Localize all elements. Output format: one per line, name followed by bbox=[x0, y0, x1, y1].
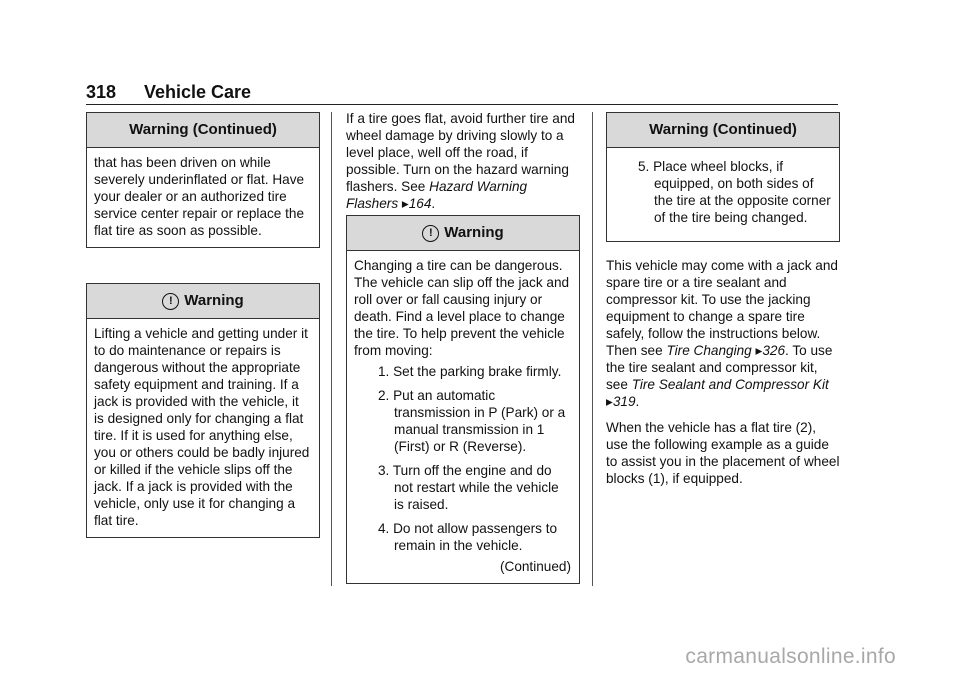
para1-end: . bbox=[635, 394, 640, 409]
column-divider-1 bbox=[331, 112, 332, 586]
hazard-flashers-page[interactable]: 164 bbox=[408, 196, 432, 211]
flat-tire-intro bbox=[346, 110, 582, 221]
continued-label: (Continued) bbox=[499, 559, 571, 574]
tire-change-warning-head bbox=[347, 216, 579, 251]
page-header bbox=[86, 82, 251, 103]
jack-warning-title: Warning bbox=[184, 292, 244, 309]
tire-changing-page[interactable]: 326 bbox=[762, 343, 786, 358]
wheel-blocks-steps bbox=[614, 158, 831, 226]
jack-warning-head bbox=[87, 284, 319, 319]
step-item: 1. Set the parking brake firmly. bbox=[378, 364, 562, 379]
wheel-blocks-text: When the vehicle has a flat tire (2), use the following example as a guide to assist you in the placement of wheel blocks (1), if equipped. bbox=[606, 420, 840, 486]
jack-warning-box bbox=[86, 283, 320, 538]
intro-end: . bbox=[431, 196, 436, 211]
header-rule bbox=[86, 104, 838, 105]
page-reference-arrow-icon: ▸ bbox=[755, 343, 763, 358]
intro-text: If a tire goes flat, avoid further tire and wheel damage by driving slowly to a level place, well off the road, if possible. Turn on the hazard warning flashers. See bbox=[346, 111, 575, 194]
warning-exclamation-icon: ! bbox=[162, 293, 179, 310]
wheel-blocks-warning-title: Warning (Continued) bbox=[607, 113, 839, 148]
tire-change-steps bbox=[354, 363, 571, 554]
tire-change-warning-text: Changing a tire can be dangerous. The vehicle can slip off the jack and roll over or fall causing injury or death. Find a level place to change the tire. To help prevent the vehicle from moving: bbox=[354, 258, 570, 358]
step-item: 5. Place wheel blocks, if equipped, on both sides of the tire at the opposite corner of the tire being changed. bbox=[638, 159, 831, 225]
step-item: 2. Put an automatic transmission in P (Park) or a manual transmission in 1 (First) or R (Reverse). bbox=[378, 388, 566, 454]
page-reference-arrow-icon: ▸ bbox=[606, 394, 613, 409]
tire-sealant-link[interactable]: Tire Sealant and Compressor Kit bbox=[631, 377, 829, 392]
column-divider-2 bbox=[592, 112, 593, 586]
para1-mid: . To use the tire sealant and compressor kit, see bbox=[606, 343, 833, 392]
section-title: Vehicle Care bbox=[144, 82, 252, 102]
jack-warning-text: Lifting a vehicle and getting under it to do maintenance or repairs is dangerous without the appropriate safety equipment and training. If a jack is provided with the vehicle, it is designed only for changing a flat tire. If it is used for anything else, you or others could be badly injured or killed if the vehicle slips off the jack. If a jack is provided with the vehicle, only use it for changing a flat tire. bbox=[94, 326, 310, 528]
warning-continued-title: Warning (Continued) bbox=[87, 113, 319, 148]
tire-change-warning-box bbox=[346, 215, 580, 584]
warning-continued-box bbox=[86, 112, 320, 248]
tire-changing-link[interactable]: Tire Changing bbox=[666, 343, 752, 358]
warning-exclamation-icon: ! bbox=[422, 225, 439, 242]
warning-continued-text: that has been driven on while severely underinflated or flat. Have your dealer or an authorized tire service center repair or replace the flat tire as soon as possible. bbox=[94, 155, 305, 238]
jack-info-text bbox=[606, 257, 840, 496]
step-item: 3. Turn off the engine and do not restart while the vehicle is raised. bbox=[378, 463, 559, 512]
tire-sealant-page[interactable]: 319 bbox=[612, 394, 636, 409]
tire-change-warning-title: Warning bbox=[444, 224, 504, 241]
step-item: 4. Do not allow passengers to remain in the vehicle. bbox=[378, 521, 558, 553]
wheel-blocks-warning-box bbox=[606, 112, 840, 242]
page-number: 318 bbox=[86, 82, 117, 102]
hazard-flashers-link[interactable]: Hazard Warning Flashers bbox=[346, 179, 528, 211]
watermark: carmanualsonline.info bbox=[685, 645, 896, 668]
para1-text: This vehicle may come with a jack and spare tire or a tire sealant and compressor kit. To use the jacking equipment to change a spare tire safely, follow the instructions below. Then see bbox=[606, 258, 838, 358]
page-reference-arrow-icon: ▸ bbox=[401, 196, 409, 211]
